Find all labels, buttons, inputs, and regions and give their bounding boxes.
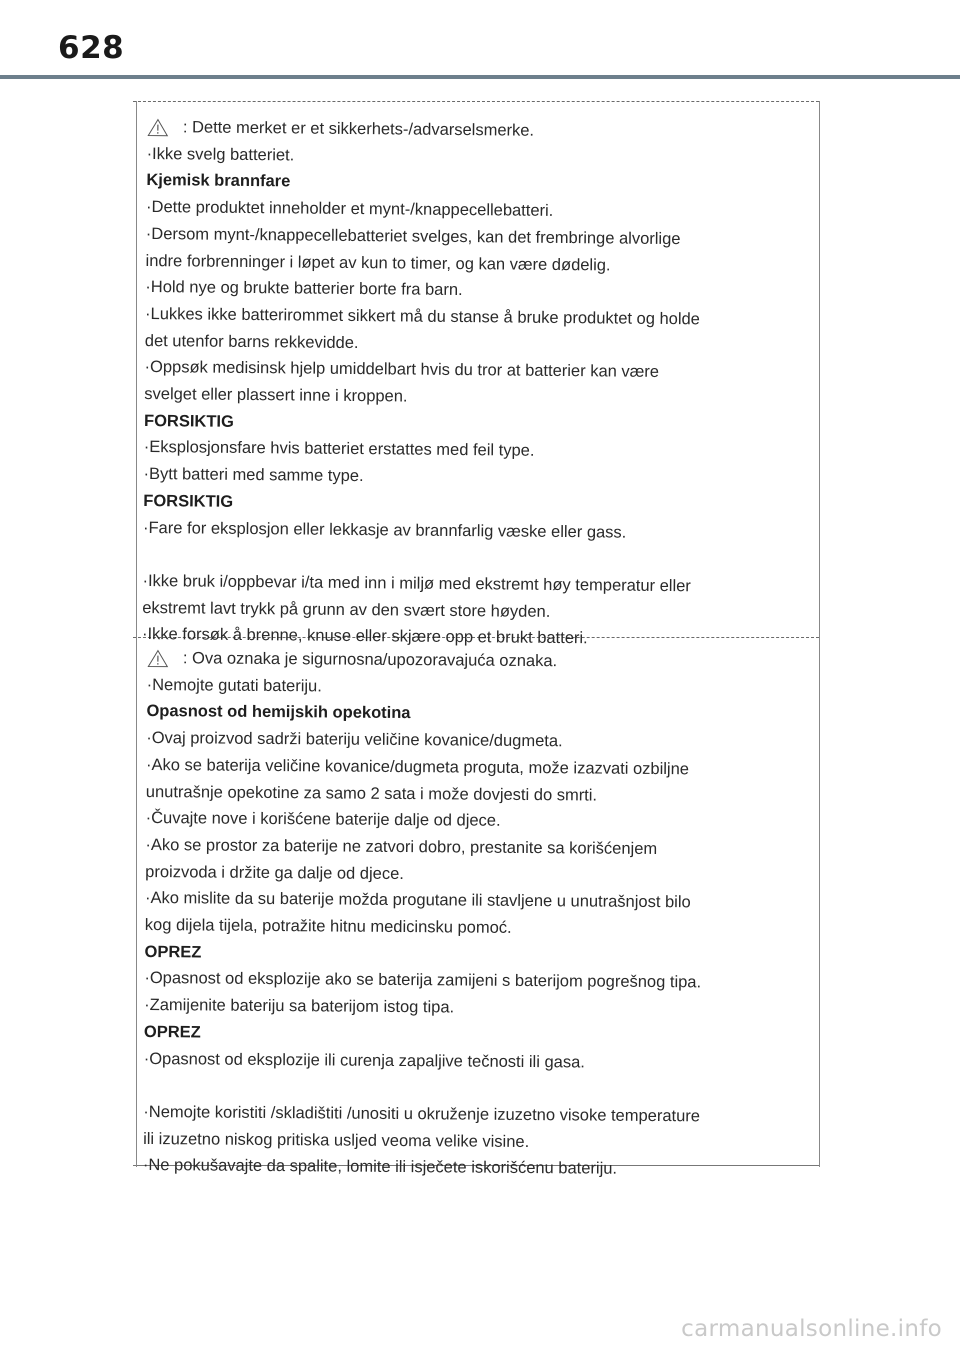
text-line: ·Ikke bruk i/oppbevar i/ta med inn i miljø med ekstremt høy temperatur eller [142, 571, 691, 596]
text-line: unutrašnje opekotine za samo 2 sata i može dovjesti do smrti. [145, 782, 598, 805]
text-line: ·Ikke forsøk å brenne, knuse eller skjære opp et brukt batteri. [141, 625, 588, 648]
text-line: indre forbrenninger i løpet av kun to timer, og kan være dødelig. [145, 251, 611, 274]
watermark: carmanualsonline.info [681, 1316, 942, 1342]
croatian-warning-section [143, 645, 787, 1184]
text-line: ·Ako se prostor za baterije ne zatvori dobro, prestanite sa korišćenjem [145, 835, 658, 858]
page-number: 628 [58, 30, 125, 66]
text-line: ·Eksplosjonsfare hvis batteriet erstattes med feil type. [143, 438, 535, 461]
text-line: svelget eller plassert inne i kroppen. [144, 385, 408, 406]
text-line: ·Bytt batteri med samme type. [143, 465, 364, 486]
text-line: ·Ne pokušavajte da spalite, lomite ili isječete iskorišćenu bateriju. [142, 1156, 618, 1179]
frame-left-border [136, 101, 137, 1167]
text-line: ·Ovaj proizvod sadrži bateriju veličine kovanice/dugmeta. [146, 729, 563, 751]
text-line: ·Oppsøk medisinsk hjelp umiddelbart hvis du tror at batterier kan være [144, 358, 660, 382]
warning-triangle-icon [147, 649, 169, 668]
text-line: ·Ako mislite da su baterije možda progutane ili stavljene u unutrašnjost bilo [144, 889, 691, 912]
text-line: proizvoda i držite ga dalje od djece. [145, 862, 404, 883]
text-line: ·Opasnost od eksplozije ili curenja zapaljive tečnosti ili gasa. [143, 1049, 585, 1071]
text-line: ·Čuvajte nove i korišćene baterije dalje od djece. [145, 809, 501, 831]
section-heading: Opasnost od hemijskih opekotina [146, 702, 411, 723]
text-line: ·Opasnost od eksplozije ako se baterija zamijeni s baterijom pogrešnog tipa. [144, 969, 702, 992]
text-line: ekstremt lavt trykk på grunn av den svært store høyden. [142, 598, 551, 621]
text-line: ·Fare for eksplosjon eller lekkasje av brannfarlig væske eller gass. [142, 518, 627, 542]
norwegian-warning-section [142, 114, 787, 654]
warning-symbol-text: : Dette merket er et sikkerhets-/advarselsmerke. [182, 118, 535, 140]
section-heading: OPREZ [143, 1022, 201, 1042]
text-line: ·Hold nye og brukte batterier borte fra barn. [145, 278, 463, 300]
warning-triangle-icon [147, 118, 169, 137]
text-line: ili izuzetno niskog pritiska usljed veoma velike visine. [143, 1129, 530, 1151]
text-line: ·Zamijenite bateriju sa baterijom istog tipa. [144, 996, 455, 1017]
header-rule [0, 75, 960, 79]
warning-symbol-text: : Ova oznaka je sigurnosna/upozoravajuća oznaka. [182, 649, 558, 671]
text-line: ·Dersom mynt-/knappecellebatteriet svelges, kan det frembringe alvorlige [145, 224, 681, 248]
section-heading: OPREZ [144, 942, 202, 962]
text-line: ·Lukkes ikke batterirommet sikkert må du stanse å bruke produktet og holde [144, 304, 701, 329]
text-line: kog dijela tijela, potražite hitnu medicinsku pomoć. [144, 916, 512, 937]
section-heading: FORSIKTIG [143, 491, 234, 511]
text-line: det utenfor barns rekkevidde. [144, 331, 359, 352]
text-line: ·Ikke svelg batteriet. [146, 144, 295, 165]
section-heading: Kjemisk brannfare [146, 171, 291, 191]
frame-top-border [133, 101, 819, 102]
norwegian-lines [142, 141, 787, 654]
text-line: ·Dette produktet inneholder et mynt-/knappecellebatteri. [146, 198, 554, 221]
section-heading: FORSIKTIG [143, 411, 234, 431]
croatian-lines [143, 672, 787, 1184]
text-line: ·Nemojte gutati bateriju. [146, 675, 322, 696]
text-line: ·Ako se baterija veličine kovanice/dugmeta proguta, može izazvati ozbiljne [145, 755, 690, 779]
text-line: ·Nemojte koristiti /skladištiti /unositi u okruženje izuzetno visoke temperature [143, 1102, 701, 1126]
frame-right-border [819, 101, 820, 1167]
